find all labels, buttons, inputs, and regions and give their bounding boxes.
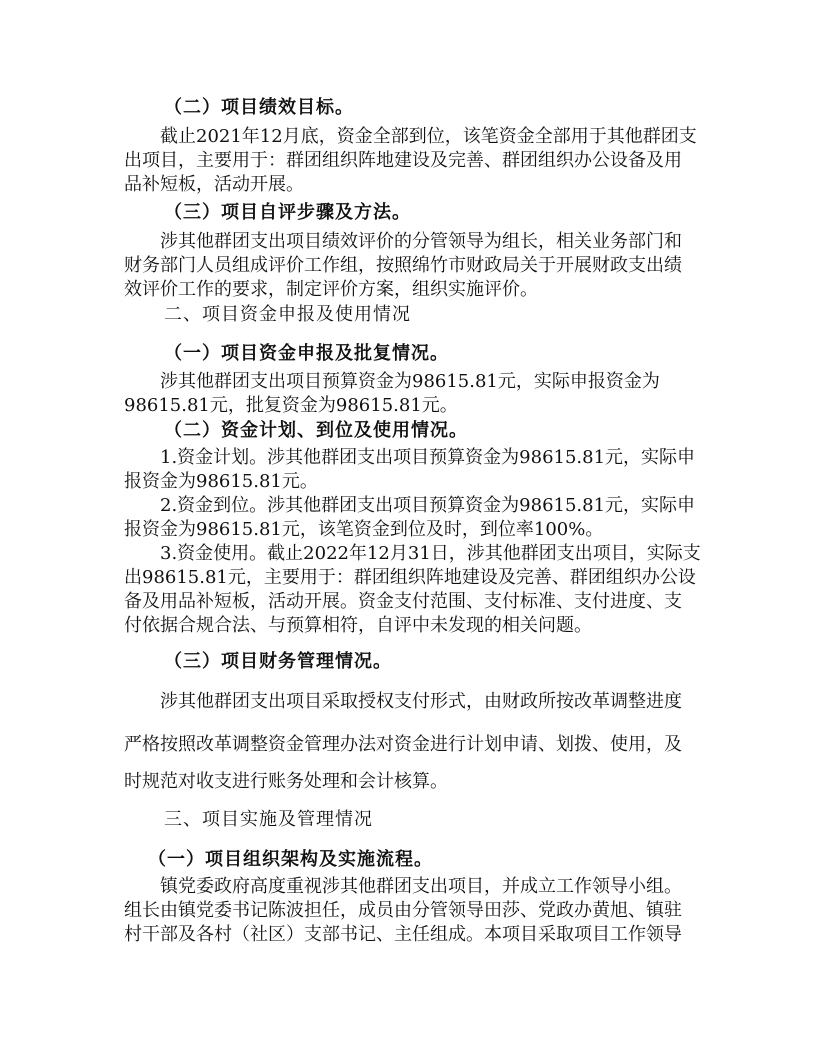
section-heading: （一）项目资金申报及批复情况。	[164, 343, 449, 364]
chapter-heading: 二、项目资金申报及使用情况	[164, 304, 411, 325]
paragraph-line: 时规范对收支进行账务处理和会计核算。	[124, 771, 448, 792]
paragraph-line: 品补短板，活动开展。	[124, 174, 304, 195]
paragraph-line: 财务部门人员组成评价工作组，按照绵竹市财政局关于开展财政支出绩	[124, 255, 682, 276]
paragraph-line: 涉其他群团支出项目采取授权支付形式，由财政所按改革调整进度	[160, 691, 682, 712]
paragraph-line: 镇党委政府高度重视涉其他群团支出项目，并成立工作领导小组。	[160, 876, 682, 897]
paragraph-line: 付依据合规合法、与预算相符，自评中未发现的相关问题。	[124, 615, 592, 636]
paragraph-line: 1.资金计划。涉其他群团支出项目预算资金为98615.81元，实际申	[160, 447, 696, 468]
section-heading: （二）资金计划、到位及使用情况。	[164, 420, 468, 441]
section-heading: （三）项目自评步骤及方法。	[164, 202, 411, 223]
paragraph-line: 截止2021年12月底，资金全部到位，该笔资金全部用于其他群团支	[160, 126, 697, 147]
paragraph-line: 3.资金使用。截止2022年12月31日，涉其他群团支出项目，实际支	[160, 543, 701, 564]
paragraph-line: 严格按照改革调整资金管理办法对资金进行计划申请、划拨、使用，及	[124, 734, 682, 755]
paragraph-line: 出项目，主要用于：群团组织阵地建设及完善、群团组织办公设备及用	[124, 150, 682, 171]
paragraph-line: 组长由镇党委书记陈波担任，成员由分管领导田莎、党政办黄旭、镇驻	[124, 900, 682, 921]
paragraph-line: 2.资金到位。涉其他群团支出项目预算资金为98615.81元，实际申	[160, 495, 696, 516]
paragraph-line: 村干部及各村（社区）支部书记、主任组成。本项目采取项目工作领导	[124, 924, 682, 945]
paragraph-line: 出98615.81元，主要用于：群团组织阵地建设及完善、群团组织办公设	[124, 567, 696, 588]
section-heading: （一）项目组织架构及实施流程。	[148, 849, 433, 870]
paragraph-line: 报资金为98615.81元。	[124, 471, 318, 492]
section-heading: （二）项目绩效目标。	[164, 97, 354, 118]
paragraph-line: 报资金为98615.81元，该笔资金到位及时，到位率100%。	[124, 519, 604, 540]
paragraph-line: 备及用品补短板，活动开展。资金支付范围、支付标准、支付进度、支	[124, 591, 682, 612]
paragraph-line: 效评价工作的要求，制定评价方案，组织实施评价。	[124, 279, 538, 300]
section-heading: （三）项目财务管理情况。	[164, 651, 392, 672]
paragraph-line: 涉其他群团支出项目绩效评价的分管领导为组长，相关业务部门和	[160, 231, 682, 252]
paragraph-line: 98615.81元，批复资金为98615.81元。	[124, 395, 458, 416]
paragraph-line: 涉其他群团支出项目预算资金为98615.81元，实际申报资金为	[160, 371, 660, 392]
chapter-heading: 三、项目实施及管理情况	[164, 809, 373, 830]
